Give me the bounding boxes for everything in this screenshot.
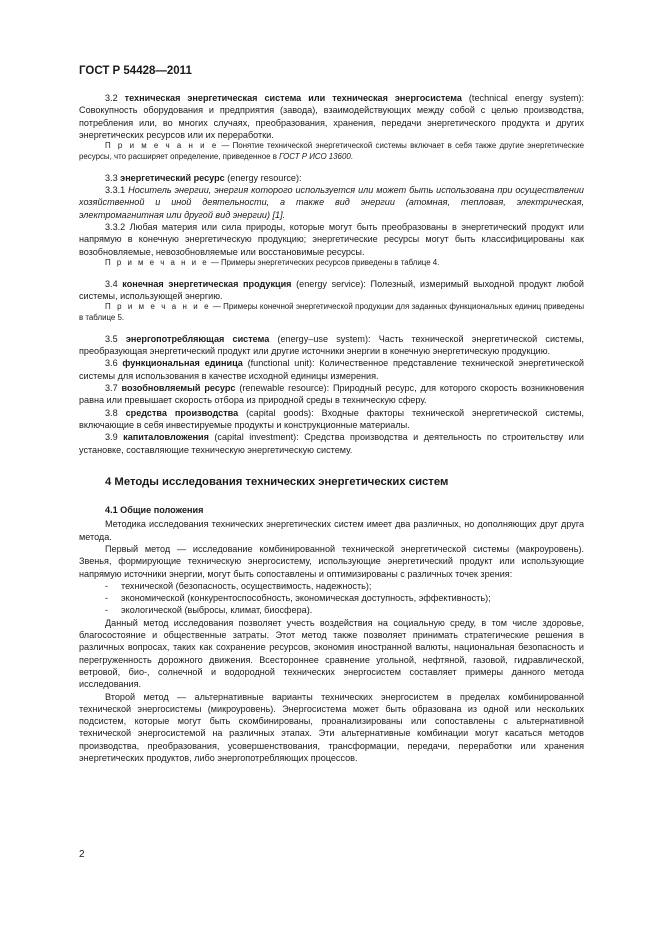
note-1: [79, 141, 584, 163]
term-3-2: [79, 92, 584, 141]
term-name: конечная энергетическая продукция: [122, 278, 292, 289]
list-item-text: экономической (конкурентоспособность, экономическая доступность, эффективность);: [121, 593, 491, 604]
body-paragraph-2: Первый метод — исследование комбинированной технической энергетической системы (макроуровень). Звенья, формирующие техническую энергосистему, использующие энергетический продукт или использующие напрямую источники энергии, могут быть сопоставлены и оптимизированы с различных точек зрения:: [79, 544, 584, 579]
term-3-8: [79, 407, 584, 432]
term-number: 3.3: [105, 172, 121, 183]
term-definition: Носитель энергии, энергия которого используется или может быть использована при осуществлении хозяйственной и иной деятельности, а также вид энергии (атомная, тепловая, электрическая, электромагнитная или другой вид энергии) [1].: [79, 185, 584, 220]
page-number: 2: [79, 849, 85, 860]
term-number: 3.2: [105, 93, 125, 103]
note-end: .: [350, 151, 353, 161]
list-item: [79, 580, 584, 592]
term-definition: (functional unit): Количественное представление технической энергетической системы для использования в качестве исходной единицы измерения.: [79, 358, 584, 381]
term-name: энергопотребляющая система: [125, 333, 270, 344]
term-definition: (capital goods): Входные факторы технической энергетической системы, включающие в себя инвестируемые продукты и конструкционные материалы.: [79, 407, 585, 430]
term-number: 3.8: [105, 407, 126, 418]
section-4-1-heading: 4.1 Общие положения: [105, 505, 204, 516]
note-2: [79, 258, 584, 269]
list-item: [79, 604, 584, 616]
term-3-6: [79, 357, 584, 382]
term-name: техническая энергетическая система или техническая энергосистема: [124, 93, 462, 103]
term-3-7: [79, 382, 584, 407]
dash-bullet: -: [105, 580, 109, 591]
term-name: энергетический ресурс: [120, 172, 225, 183]
note-label: П р и м е ч а н и е: [105, 302, 211, 312]
dash-bullet: -: [105, 593, 109, 604]
term-number: 3.6: [105, 358, 123, 369]
term-name: функциональная единица: [122, 358, 243, 369]
term-definition: (energy–use system): Часть технической энергетической системы, преобразующая энергетический продукт или другие источники энергии в конечную энергетическую продукцию.: [79, 333, 585, 357]
term-3-5: [79, 333, 584, 358]
body-paragraph-1: Методика исследования технических энергетических систем имеет два различных, но дополняющих друг друга метода.: [79, 519, 584, 542]
term-number: 3.5: [105, 333, 126, 344]
note-3: [79, 302, 584, 324]
term-name: возобновляемый ресурс: [121, 383, 236, 394]
dash-bullet: -: [105, 605, 109, 616]
list-item-text: технической (безопасность, осуществимость, надежность);: [121, 580, 372, 591]
term-definition: (energy service): Полезный, измеримый выходной продукт любой системы, использующей энергию.: [79, 278, 585, 301]
note-label: П р и м е ч а н и е: [105, 257, 209, 267]
page-content: [79, 92, 584, 764]
term-3-3-2: 3.3.2 Любая материя или сила природы, которые могут быть преобразованы в энергетический продукт или напрямую в конечную энергетическую продукцию; энергетические ресурсы могут быть классифицированы как возобновляемые, невозобновляемые или восстановимые ресурсы.: [79, 221, 584, 257]
term-number: 3.4: [105, 278, 123, 289]
term-definition: (renewable resource): Природный ресурс, для которого скорость возникновения равна или превышает скорость отбора из природной среды в техническую сферу.: [79, 383, 584, 406]
term-definition: (capital investment): Средства производства и деятельность по строительству или установке, составляющие техническую энергетическую систему.: [79, 432, 584, 455]
note-text: — Понятие технической энергетической системы включает в себя также другие энергетические ресурсы, что расширяет определение, приведенное в: [79, 141, 584, 161]
term-name: средства производства: [125, 407, 239, 418]
list-item: [79, 592, 584, 604]
note-text: — Примеры энергетических ресурсов приведены в таблице 4.: [208, 257, 440, 267]
section-4-heading: 4 Методы исследования технических энергетических систем: [105, 475, 449, 488]
term-3-3: [79, 172, 584, 184]
document-header: ГОСТ Р 54428—2011: [79, 65, 192, 77]
term-definition: (technical energy system): Совокупность оборудования и предприятия (завода), взаимодействующих между собой с целью производства, потребления или, во многих случаях, преобразования, хранения, передачи энергетического продукта и других энергетических ресурсов или их переработки.: [79, 93, 584, 140]
term-3-4: [79, 278, 584, 303]
term-number: 3.3.1: [105, 185, 129, 196]
term-name: капиталовложения: [123, 432, 209, 443]
list-item-text: экологической (выбросы, климат, биосфера).: [121, 605, 313, 616]
body-paragraph-4: Второй метод — альтернативные варианты технических энергосистем в пределах комбинированной технической энергосистемы (микроуровень). Энергосистема может быть образована из одной или нескольких подсистем, которые могут быть скомбинированы, проанализированы или сопоставлены с альтернативной технической энергосистемой на различных этапах. Эти альтернативные комбинации могут касаться методов производства, преобразования, усовершенствования, трансформации, передачи, переработки или хранения энергетических продуктов, либо энергопотребляющих процессов.: [79, 691, 584, 764]
note-reference: ГОСТ Р ИСО 13600: [279, 151, 351, 161]
note-text: — Примеры конечной энергетической продукции для заданных функциональных единиц приведены в таблице 5.: [79, 302, 585, 323]
term-number: 3.7: [105, 383, 122, 394]
note-label: П р и м е ч а н и е: [105, 141, 219, 151]
term-3-3-1: [79, 184, 584, 221]
term-3-9: [79, 431, 584, 456]
body-paragraph-3: Данный метод исследования позволяет учесть воздействия на социальную среду, в том числе здоровье, благосостояние и общественные затраты. Этот метод также позволяет принимать стратегические решения в различных вопросах, таких как сохранение ресурсов, экономия иностранной валюты, национальная безопасность и перегруженность дорожного движения. Всестороннее сравнение угольной, нефтяной, газовой, гидравлической, ветровой, био-, солнечной и водородной технических энергосистем составляет примеры данного метода исследования.: [79, 617, 584, 690]
term-number: 3.9: [105, 432, 124, 443]
term-definition: (energy resource):: [224, 172, 302, 183]
